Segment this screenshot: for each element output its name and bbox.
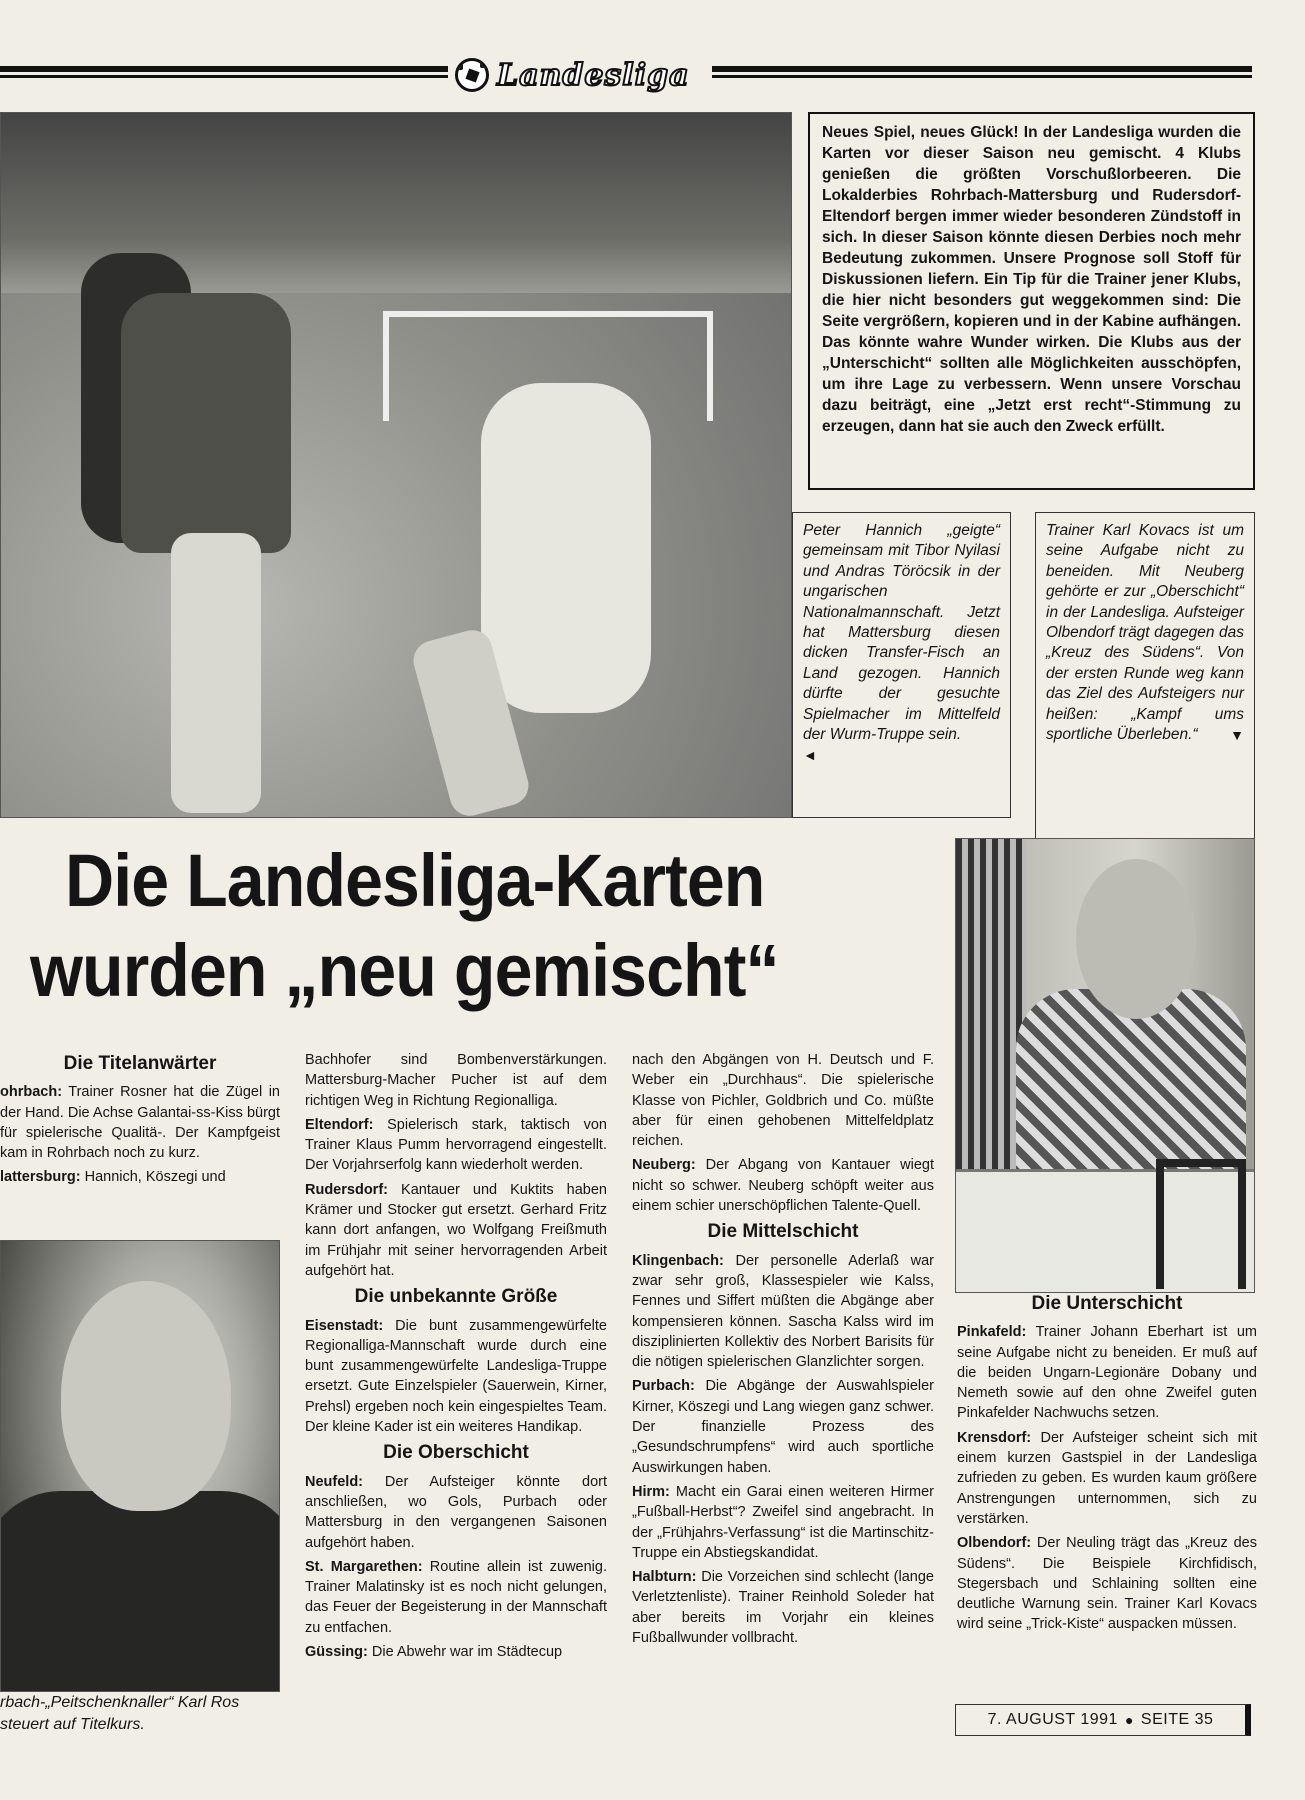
footer-date: 7. AUGUST 1991 xyxy=(987,1711,1118,1728)
column-4 xyxy=(957,1288,1257,1639)
pucher-photo xyxy=(0,1240,280,1692)
caption-kovacs-text: Trainer Karl Kovacs ist um seine Aufgabe nicht zu beneiden. Mit Neuberg gehörte er zur „Oberschicht“ in der Landesliga. Aufsteiger Olbendorf trägt dagegen das „Kreuz des Südens“. Von der ersten Runde weg kann das Ziel des Aufsteigers nur heißen: „Kampf ums sportliche Überleben.“ xyxy=(1046,522,1244,744)
paragraph-guessing-cont: nach den Abgängen von H. Deutsch und F. Weber ein „Durchhaus“. Die spielerische Klasse von Pichler, Goldbrich und Co. müßte aber für einen gehobenen Mittelfeldplatz reichen. xyxy=(632,1052,934,1150)
paragraph-guessing: Güssing: Die Abwehr war im Städtecup xyxy=(305,1644,563,1661)
masthead-rule-left xyxy=(0,66,448,78)
headline-line-1: Die Landesliga-Karten xyxy=(64,839,765,922)
paragraph-halbturn: Halbturn: Die Vorzeichen sind schlecht (lange Verletztenliste). Trainer Reinhold Soleder hat aber bereits im Vorjahr ein kleines Fußballwunder vollbracht. xyxy=(632,1569,934,1647)
paragraph-klingenbach: Klingenbach: Der personelle Aderlaß war zwar sehr groß, Klassespieler wie Kalss, Fennes und Siffert müßten die Abgänge aber kompensieren können. Sascha Kalss wird im disziplinierten Kollektiv des Norbert Barisits für die nötigen spielerischen Glanzlichter sorgen. xyxy=(632,1252,934,1371)
headline-line-2: wurden „neu gemischt“ xyxy=(30,929,779,1012)
masthead xyxy=(455,56,703,94)
section-title-oberschicht: Die Oberschicht xyxy=(383,1442,529,1464)
arrow-left-icon: ◄ xyxy=(803,747,817,764)
paragraph-rohrbach: ohrbach: Trainer Rosner hat die Zügel in der Hand. Die Achse Galantai-ss-Kiss bürgt für spielerische Qualitä-. Der Kampfgeist kam in Rohrbach noch zu kurz. xyxy=(0,1084,280,1162)
section-brand: Landesliga xyxy=(497,57,690,93)
bullet-icon: ● xyxy=(1124,1712,1134,1728)
paragraph-pinkafeld: Pinkafeld: Trainer Johann Eberhart ist um seine Aufgabe nicht zu beneiden. Er muß auf die beiden Ungarn-Legionäre Dobany und Nemeth sowie auf den ohne Zweifel guten Pinkafelder Nachwuchs setzen. xyxy=(957,1324,1257,1422)
section-title-unterschicht: Die Unterschicht xyxy=(1031,1293,1183,1314)
paragraph-rudersdorf: Rudersdorf: Kantauer und Kuktits haben Krämer und Stocker gut ersetzt. Gerhard Fritz kann dort anfangen, wo Wolfgang Freißmuth im Frühjahr mit seiner hervorragenden Arbeit aufgehört hat. xyxy=(305,1181,607,1279)
soccer-ball-icon xyxy=(455,58,489,92)
page-footer xyxy=(955,1704,1251,1736)
section-title-titelanwaerter: Die Titelanwärter xyxy=(63,1053,217,1074)
paragraph-neufeld: Neufeld: Der Aufsteiger könnte dort anschließen, wo Gols, Purbach oder Mattersburg in den vergangenen Saisonen aufgehört haben. xyxy=(305,1473,607,1551)
match-photo xyxy=(0,112,792,818)
column-1 xyxy=(0,1054,280,1192)
masthead-rule-right xyxy=(712,66,1252,78)
paragraph-st-margarethen: St. Margarethen: Routine allein ist zuwenig. Trainer Malatinsky ist es noch nicht gelungen, das Feuer der Begeisterung in der Mannschaft zu entfachen. xyxy=(305,1558,607,1636)
paragraph-purbach: Purbach: Die Abgänge der Auswahlspieler Kirner, Köszegi und Lang wiegen ganz schwer. Der finanzielle Prozess des „Gesundschrumpfens“ wird auch sportliche Auswirkungen haben. xyxy=(632,1378,934,1476)
caption-pucher: rbach-„Peitschenknaller“ Karl Ros steuert auf Titelkurs. xyxy=(0,1694,240,1733)
section-title-mittelschicht: Die Mittelschicht xyxy=(707,1221,859,1243)
caption-hannich-text: Peter Hannich „geigte“ gemeinsam mit Tibor Nyilasi und Andras Töröcsik in der ungarischen Nationalmannschaft. Jetzt hat Mattersburg diesen dicken Transfer-Fisch an Land gezogen. Hannich dürfte der gesuchte Spielmacher im Mittelfeld der Wurm-Truppe sein. xyxy=(803,522,1000,744)
paragraph-hirm: Hirm: Macht ein Garai einen weiteren Hirmer „Fußball-Herbst“? Zweifel sind angebracht. In der „Frühjahrs-Verfassung“ ist die Martinschitz-Truppe ein Abstiegskandidat. xyxy=(632,1483,934,1561)
paragraph-olbendorf: Olbendorf: Der Neuling trägt das „Kreuz des Südens“. Die Beispiele Kirchfidisch, Stegersbach und Schlaining sollten eine deutliche Warnung sein. Trainer Karl Kovacs wird seine „Trick-Kiste“ auspacken müssen. xyxy=(957,1535,1257,1633)
paragraph-mattersburg: lattersburg: Hannich, Köszegi und xyxy=(0,1169,226,1186)
paragraph-eisenstadt: Eisenstadt: Die bunt zusammengewürfelte Regionalliga-Mannschaft wurde durch eine bunt zusammengewürfelte Landesliga-Truppe ersetzt. Gute Einzelspieler (Sauerwein, Kirner, Prehsl) ergeben noch kein eingespieltes Team. Der kleine Kader ist ein weiteres Handikap. xyxy=(305,1317,607,1436)
paragraph-neuberg: Neuberg: Der Abgang von Kantauer wiegt nicht so schwer. Neuberg schöpft weiter aus einem schier unerschöpflichen Talente-Quell. xyxy=(632,1157,934,1215)
footer-page: SEITE 35 xyxy=(1140,1711,1214,1728)
paragraph-mattersburg-cont: Bachhofer sind Bombenverstärkungen. Mattersburg-Macher Pucher ist auf dem richtigen Weg in Richtung Regionalliga. xyxy=(305,1052,607,1109)
headline xyxy=(30,836,794,1016)
section-title-unbekannte-groesse: Die unbekannte Größe xyxy=(354,1286,558,1308)
paragraph-eltendorf: Eltendorf: Spielerisch stark, taktisch von Trainer Klaus Pumm hervorragend eingestellt. Der Vorjahrserfolg kann wiederholt werden. xyxy=(305,1116,607,1174)
caption-kovacs xyxy=(1035,512,1255,839)
column-3 xyxy=(632,1050,934,1652)
arrow-down-icon: ▼ xyxy=(1230,727,1244,744)
intro-box xyxy=(808,112,1255,490)
column-2 xyxy=(305,1050,607,1666)
intro-text: Neues Spiel, neues Glück! In der Landesliga wurden die Karten vor dieser Saison neu gemischt. 4 Klubs genießen die größten Vorschußlorbeeren. Die Lokalderbies Rohrbach-Mattersburg und Rudersdorf-Eltendorf bergen immer wieder besonderen Zündstoff in sich. In dieser Saison könnte diesen Derbies noch mehr Bedeutung zukommen. Unsere Prognose soll Stoff für Diskussionen liefern. Ein Tip für die Trainer jener Klubs, die hier nicht besonders gut weggekommen sind: Die Seite vergrößern, kopieren und in der Kabine aufhängen. Das könnte wahre Wunder wirken. Die Klubs aus der „Unterschicht“ sollten alle Möglichkeiten ausschöpfen, um ihre Lage zu verbessern. Wenn unsere Vorschau dazu beiträgt, eine „Jetzt erst recht“-Stimmung zu erzeugen, dann hat sie auch den Zweck erfüllt. xyxy=(822,124,1241,435)
kovacs-photo xyxy=(955,838,1255,1293)
caption-hannich xyxy=(792,512,1011,818)
paragraph-krensdorf: Krensdorf: Der Aufsteiger scheint sich mit einem kurzen Gastspiel in der Landesliga zufrieden zu geben. Es wurden kaum größere Anstrengungen unternommen, sich zu verstärken. xyxy=(957,1429,1257,1527)
